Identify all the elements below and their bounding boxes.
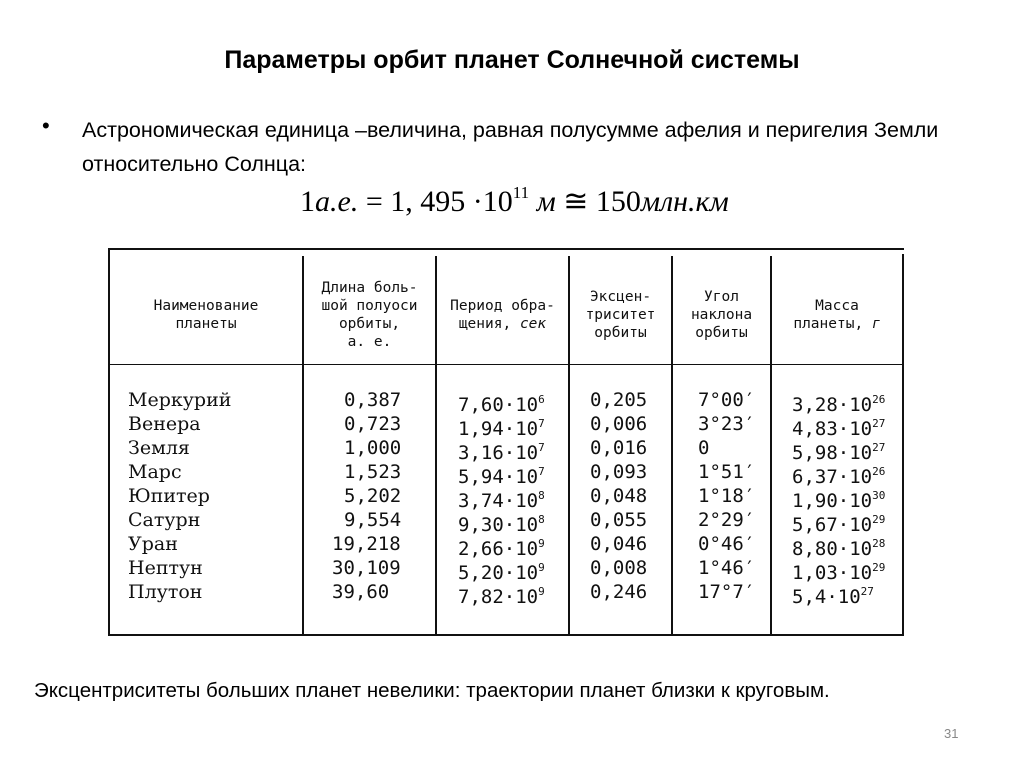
period-value xyxy=(458,580,545,608)
period-value xyxy=(458,508,545,536)
header-mass-unit: г xyxy=(871,316,881,332)
eccentricity-value: 0,006 xyxy=(590,413,648,435)
header-period-unit: сек xyxy=(519,316,547,332)
page-number: 31 xyxy=(944,726,959,741)
period-mantissa: 7,82·10 xyxy=(458,586,539,608)
mass-mantissa: 6,37·10 xyxy=(792,466,873,488)
period-exponent: 7 xyxy=(538,441,545,454)
period-value xyxy=(458,436,545,464)
semi-axis-value: 5,202 xyxy=(344,485,402,507)
inclination-value: 1°46′ xyxy=(698,557,756,579)
period-value xyxy=(458,532,545,560)
formula-equals: = xyxy=(365,185,383,218)
au-formula xyxy=(300,183,729,219)
period-value xyxy=(458,484,545,512)
header-planet-name: Наименование планеты xyxy=(153,298,259,332)
eccentricity-value: 0,008 xyxy=(590,557,648,579)
mass-exponent: 27 xyxy=(872,417,886,430)
mass-mantissa: 5,98·10 xyxy=(792,442,873,464)
mass-mantissa: 1,03·10 xyxy=(792,562,873,584)
table-bottom-border xyxy=(108,634,904,636)
period-value xyxy=(458,388,545,416)
table-row xyxy=(108,508,904,536)
mass-exponent: 28 xyxy=(872,537,886,550)
planet-name: Юпитер xyxy=(128,485,210,507)
header-mass xyxy=(772,260,902,370)
semi-axis-value: 19,218 xyxy=(332,533,401,555)
eccentricity-value: 0,048 xyxy=(590,485,648,507)
table-top-border xyxy=(108,248,904,250)
table-row xyxy=(108,532,904,560)
inclination-value: 3°23′ xyxy=(698,413,756,435)
inclination-value: 0 xyxy=(698,437,710,459)
mass-value xyxy=(792,508,886,536)
formula-lhs-number: 1 xyxy=(300,185,315,218)
planet-name: Меркурий xyxy=(128,389,232,411)
period-mantissa: 7,60·10 xyxy=(458,394,539,416)
mass-value xyxy=(792,388,886,416)
eccentricity-value: 0,046 xyxy=(590,533,648,555)
mass-value xyxy=(792,556,886,584)
period-value xyxy=(458,556,545,584)
mass-exponent: 29 xyxy=(872,513,886,526)
semi-axis-value: 9,554 xyxy=(344,509,402,531)
period-mantissa: 1,94·10 xyxy=(458,418,539,440)
eccentricity-value: 0,205 xyxy=(590,389,648,411)
period-mantissa: 3,16·10 xyxy=(458,442,539,464)
mass-value xyxy=(792,532,886,560)
formula-exponent: 11 xyxy=(512,183,530,202)
planet-name: Венера xyxy=(128,413,201,435)
planet-name: Плутон xyxy=(128,581,203,603)
mass-mantissa: 1,90·10 xyxy=(792,490,873,512)
semi-axis-value: 0,387 xyxy=(344,389,402,411)
period-exponent: 9 xyxy=(538,537,545,550)
mass-exponent: 30 xyxy=(872,489,886,502)
formula-dot: · xyxy=(472,185,483,218)
period-exponent: 7 xyxy=(538,465,545,478)
period-value xyxy=(458,412,545,440)
table-row xyxy=(108,580,904,608)
planet-name: Нептун xyxy=(128,557,203,579)
mass-mantissa: 3,28·10 xyxy=(792,394,873,416)
mass-mantissa: 5,67·10 xyxy=(792,514,873,536)
inclination-value: 1°18′ xyxy=(698,485,756,507)
semi-axis-value: 1,523 xyxy=(344,461,402,483)
mass-value xyxy=(792,580,874,608)
table-row xyxy=(108,484,904,512)
period-mantissa: 9,30·10 xyxy=(458,514,539,536)
mass-exponent: 27 xyxy=(860,585,874,598)
eccentricity-value: 0,246 xyxy=(590,581,648,603)
period-mantissa: 5,94·10 xyxy=(458,466,539,488)
formula-unit-m: м xyxy=(536,185,556,218)
planet-orbit-table xyxy=(108,248,904,638)
inclination-value: 7°00′ xyxy=(698,389,756,411)
header-orbital-period xyxy=(437,260,568,370)
mass-mantissa: 5,4·10 xyxy=(792,586,861,608)
semi-axis-value: 0,723 xyxy=(344,413,402,435)
eccentricity-value: 0,016 xyxy=(590,437,648,459)
period-exponent: 6 xyxy=(538,393,545,406)
mass-exponent: 29 xyxy=(872,561,886,574)
inclination-value: 17°7′ xyxy=(698,581,756,603)
mass-value xyxy=(792,436,886,464)
eccentricity-value: 0,093 xyxy=(590,461,648,483)
formula-mantissa: 1, 495 xyxy=(390,185,466,218)
table-row xyxy=(108,412,904,440)
inclination-value: 1°51′ xyxy=(698,461,756,483)
table-row xyxy=(108,460,904,488)
mass-mantissa: 8,80·10 xyxy=(792,538,873,560)
formula-unit-km: млн.км xyxy=(640,185,729,218)
mass-value xyxy=(792,412,886,440)
period-exponent: 9 xyxy=(538,585,545,598)
period-exponent: 9 xyxy=(538,561,545,574)
planet-name: Земля xyxy=(128,437,190,459)
mass-value xyxy=(792,460,886,488)
bullet-marker: • xyxy=(42,113,50,138)
planet-name: Уран xyxy=(128,533,178,555)
header-mass-label: Масса планеты, xyxy=(793,298,864,332)
period-exponent: 8 xyxy=(538,513,545,526)
formula-approx: ≅ xyxy=(563,185,589,218)
mass-exponent: 26 xyxy=(872,465,886,478)
header-eccentricity: Эксцен- триситет орбиты xyxy=(585,289,656,341)
header-inclination: Угол наклона орбиты xyxy=(690,289,753,341)
mass-exponent: 27 xyxy=(872,441,886,454)
period-exponent: 8 xyxy=(538,489,545,502)
semi-axis-value: 1,000 xyxy=(344,437,402,459)
period-exponent: 7 xyxy=(538,417,545,430)
period-mantissa: 2,66·10 xyxy=(458,538,539,560)
period-mantissa: 5,20·10 xyxy=(458,562,539,584)
mass-exponent: 26 xyxy=(872,393,886,406)
formula-value: 150 xyxy=(595,185,641,218)
footer-note: Эксцентриситеты больших планет невелики: траектории планет близки к круговым. xyxy=(34,679,830,702)
planet-name: Марс xyxy=(128,461,182,483)
formula-lhs-unit: а.е. xyxy=(315,185,359,218)
formula-base: 10 xyxy=(482,185,513,218)
header-semi-major-axis: Длина боль- шой полуоси орбиты, а. е. xyxy=(321,280,418,350)
semi-axis-value: 30,109 xyxy=(332,557,401,579)
eccentricity-value: 0,055 xyxy=(590,509,648,531)
mass-mantissa: 4,83·10 xyxy=(792,418,873,440)
header-period-label: Период обра- щения, xyxy=(450,298,555,332)
table-row xyxy=(108,556,904,584)
semi-axis-value: 39,60 xyxy=(332,581,390,603)
period-mantissa: 3,74·10 xyxy=(458,490,539,512)
inclination-value: 0°46′ xyxy=(698,533,756,555)
table-row xyxy=(108,388,904,416)
bullet-text: Астрономическая единица –величина, равная полусумме афелия и перигелия Земли относительно Солнца: xyxy=(82,118,939,176)
slide-title: Параметры орбит планет Солнечной системы xyxy=(224,46,800,74)
period-value xyxy=(458,460,545,488)
inclination-value: 2°29′ xyxy=(698,509,756,531)
mass-value xyxy=(792,484,886,512)
table-row xyxy=(108,436,904,464)
planet-name: Сатурн xyxy=(128,509,201,531)
